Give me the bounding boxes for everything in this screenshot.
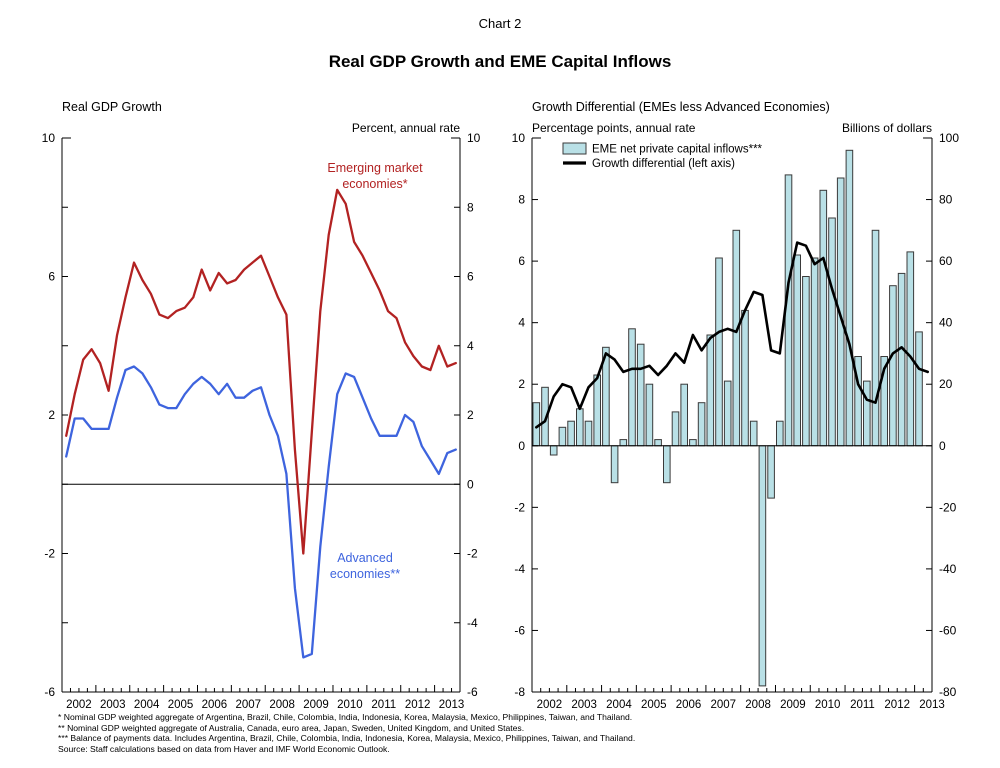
x-year-label: 2012: [404, 699, 431, 711]
y-tick-label: 10: [467, 131, 481, 145]
advanced-series-label-line2: economies**: [329, 567, 401, 581]
capital-inflow-bar: [742, 310, 749, 445]
y-tick-label: -40: [939, 561, 957, 576]
y-tick-label: -80: [939, 685, 957, 699]
capital-inflow-bar: [864, 381, 871, 446]
real-gdp-growth-chart: [42, 131, 481, 711]
capital-inflow-bar: [820, 190, 827, 445]
x-year-label: 2006: [675, 699, 702, 711]
y-tick-label: 6: [518, 254, 525, 269]
capital-inflow-bar: [646, 384, 653, 446]
capital-inflow-bar: [698, 403, 705, 446]
capital-inflow-bar: [707, 335, 714, 446]
y-tick-label: 2: [518, 377, 525, 392]
footnote-2: ** Nominal GDP weighted aggregate of Australia, Canada, euro area, Japan, Sweden, United Kingdom, and United States.: [58, 722, 525, 733]
x-year-label: 2010: [814, 699, 841, 711]
capital-inflow-bar: [898, 273, 905, 445]
capital-inflow-bar: [637, 344, 644, 446]
capital-inflow-bar: [872, 230, 879, 445]
x-year-label: 2009: [303, 699, 329, 711]
x-year-label: 2002: [536, 699, 563, 711]
capital-inflow-bar: [672, 412, 679, 446]
y-tick-label: 8: [467, 200, 474, 215]
y-tick-label: -8: [514, 685, 525, 699]
x-year-label: 2003: [100, 699, 126, 711]
x-year-label: 2011: [371, 699, 397, 711]
x-year-label: 2011: [850, 699, 875, 711]
capital-inflow-bar: [559, 427, 566, 446]
x-year-label: 2004: [133, 699, 160, 711]
capital-inflow-bar: [577, 409, 584, 446]
y-tick-label: 0: [518, 438, 525, 453]
y-tick-label: 10: [41, 131, 55, 145]
capital-inflow-bar: [724, 381, 731, 446]
y-tick-label: 80: [939, 192, 953, 207]
eme-series-label-line1: Emerging market: [327, 161, 423, 175]
capital-inflow-bar: [690, 440, 697, 446]
x-year-label: 2008: [745, 699, 771, 711]
capital-inflow-bar: [716, 258, 723, 446]
y-tick-label: -4: [514, 561, 525, 576]
capital-inflow-bar: [655, 440, 662, 446]
capital-inflow-bar: [664, 446, 671, 483]
x-year-label: 2009: [780, 699, 806, 711]
left-panel-title: Real GDP Growth: [62, 100, 162, 114]
capital-inflow-bar: [568, 421, 575, 446]
y-tick-label: 0: [467, 477, 474, 492]
footnote-3: *** Balance of payments data. Includes Argentina, Brazil, Chile, Colombia, India, Indonesia, Korea, Malaysia, Mexico, Philippines, Taiwan, and Thailand.: [58, 733, 636, 744]
y-tick-label: 2: [467, 408, 474, 422]
x-year-label: 2013: [919, 699, 945, 711]
advanced-series-label-line1: Advanced: [337, 551, 393, 565]
capital-inflow-bar: [550, 446, 557, 455]
y-tick-label: 10: [511, 131, 525, 145]
y-tick-label: 4: [518, 315, 525, 330]
x-year-label: 2002: [66, 699, 92, 711]
legend-line-label: Growth differential (left axis): [592, 158, 735, 170]
y-tick-label: -60: [939, 623, 957, 638]
x-year-label: 2005: [167, 699, 194, 711]
y-tick-label: -4: [467, 615, 478, 630]
y-tick-label: 6: [467, 269, 474, 284]
x-year-label: 2007: [235, 699, 262, 711]
capital-inflow-bar: [585, 421, 592, 446]
y-tick-label: -6: [514, 623, 525, 638]
capital-inflow-bars: [533, 150, 922, 686]
left-panel-unit-label: Percent, annual rate: [351, 121, 460, 135]
x-year-label: 2010: [337, 699, 363, 711]
capital-inflow-bar: [846, 150, 853, 446]
capital-inflow-bar: [629, 329, 636, 446]
legend-bar-swatch: [563, 143, 586, 154]
footnote-1: * Nominal GDP weighted aggregate of Argentina, Brazil, Chile, Colombia, India, Indonesia, Korea, Malaysia, Mexico, Philippines, Taiwan, and Thailand.: [58, 712, 633, 722]
capital-inflow-bar: [594, 375, 601, 446]
legend-bars-label: EME net private capital inflows***: [592, 143, 763, 156]
capital-inflow-bar: [611, 446, 618, 483]
capital-inflow-bar: [733, 230, 740, 445]
eme-series-label-line2: economies*: [342, 177, 408, 191]
capital-inflow-bar: [794, 255, 801, 446]
capital-inflow-bar: [681, 384, 688, 446]
y-tick-label: 20: [939, 377, 953, 392]
capital-inflow-bar: [803, 277, 810, 446]
y-tick-label: -20: [939, 500, 957, 515]
capital-inflow-bar: [829, 218, 836, 446]
y-tick-label: -2: [44, 546, 55, 561]
x-year-label: 2005: [640, 699, 667, 711]
growth-differential-chart: [512, 131, 960, 711]
y-tick-label: 4: [467, 338, 474, 353]
x-year-label: 2003: [571, 699, 597, 711]
capital-inflow-bar: [750, 421, 757, 446]
advanced-gdp-line: [66, 367, 456, 658]
capital-inflow-bar: [907, 252, 914, 446]
capital-inflow-bar: [777, 421, 784, 446]
x-year-label: 2008: [269, 699, 295, 711]
y-tick-label: 0: [939, 438, 946, 453]
right-panel-title: Growth Differential (EMEs less Advanced Economies): [532, 100, 830, 114]
capital-inflow-bar: [916, 332, 923, 446]
y-tick-label: -6: [44, 685, 55, 699]
y-tick-label: 60: [939, 254, 953, 269]
footnote-source: Source: Staff calculations based on data from Haver and IMF World Economic Outlook.: [58, 743, 390, 754]
x-year-label: 2012: [884, 699, 911, 711]
x-year-label: 2006: [201, 699, 228, 711]
legend: [563, 143, 763, 170]
capital-inflow-bar: [620, 440, 627, 446]
x-year-label: 2004: [606, 699, 632, 711]
y-tick-label: 100: [939, 131, 960, 145]
y-tick-label: 40: [939, 315, 953, 330]
y-tick-label: -2: [467, 546, 478, 561]
right-panel-unit-right-label: Billions of dollars: [841, 121, 932, 135]
y-tick-label: 2: [48, 408, 55, 422]
footnotes: [58, 712, 635, 754]
chart-number-label: Chart 2: [478, 16, 522, 31]
capital-inflow-bar: [759, 446, 766, 686]
y-tick-label: 6: [48, 269, 55, 284]
x-year-label: 2013: [438, 699, 465, 711]
capital-inflow-bar: [768, 446, 775, 498]
y-tick-label: -6: [467, 685, 478, 699]
page-title: Real GDP Growth and EME Capital Inflows: [328, 52, 672, 71]
y-tick-label: 8: [518, 192, 525, 207]
capital-inflow-bar: [890, 286, 897, 446]
y-tick-label: -2: [514, 500, 525, 515]
x-year-label: 2007: [710, 699, 737, 711]
capital-inflow-bar: [811, 258, 818, 446]
right-panel-unit-left-label: Percentage points, annual rate: [532, 121, 696, 135]
